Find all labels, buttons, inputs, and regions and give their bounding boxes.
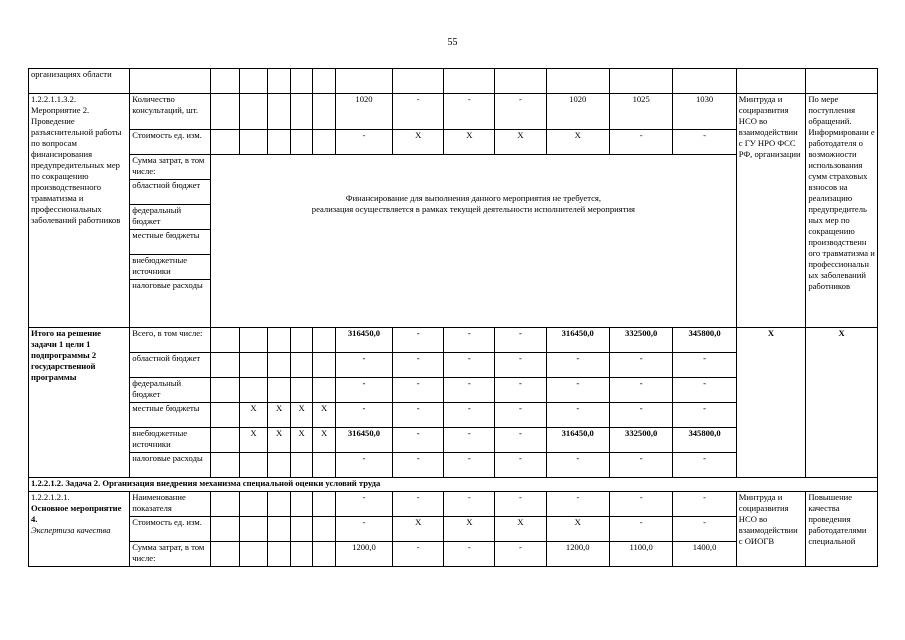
cell-value: - xyxy=(673,403,736,428)
cell-value: Х xyxy=(546,130,609,155)
cell-value: - xyxy=(393,542,444,567)
cell-mark: Х xyxy=(313,403,336,428)
cell-value: 1400,0 xyxy=(673,542,736,567)
cell-value: - xyxy=(444,428,495,453)
cell-value: Х xyxy=(495,517,546,542)
measure-4-executor: Минтруда и социразвития НСО во взаимодействии с ОИОГВ xyxy=(736,492,806,567)
cell-value: - xyxy=(444,492,495,517)
row-label: внебюджетные источники xyxy=(130,255,211,280)
row-label: Стоимость ед. изм. xyxy=(130,517,211,542)
cell-value: - xyxy=(546,403,609,428)
cell-mark xyxy=(290,353,313,378)
cell-value: - xyxy=(495,403,546,428)
cell-value: - xyxy=(495,453,546,478)
cell-value: Х xyxy=(495,130,546,155)
cell-mark: Х xyxy=(268,428,291,453)
cell-mark: Х xyxy=(239,428,268,453)
cell-value: - xyxy=(444,542,495,567)
cell-value: - xyxy=(444,378,495,403)
cell-value: - xyxy=(609,378,672,403)
cell-value: - xyxy=(673,130,736,155)
cell-value: - xyxy=(393,492,444,517)
cell-value: 1025 xyxy=(609,94,672,130)
cell-value: - xyxy=(393,353,444,378)
cell-value: 345800,0 xyxy=(673,428,736,453)
cell-value: - xyxy=(393,328,444,353)
cell-value: - xyxy=(444,94,495,130)
task-2-header-row xyxy=(29,478,878,492)
cell-value: - xyxy=(495,378,546,403)
cell-value: 316450,0 xyxy=(546,328,609,353)
measure-2-row-count xyxy=(29,94,878,130)
cell-mark xyxy=(290,328,313,353)
row-label: областной бюджет xyxy=(130,353,211,378)
financing-note-line-2: реализация осуществляется в рамках текущей деятельности исполнителей мероприятия xyxy=(311,204,636,214)
cell-value: - xyxy=(444,453,495,478)
cell-mark: Х xyxy=(313,428,336,453)
cell-value: - xyxy=(609,517,672,542)
total-result: Х xyxy=(806,328,878,478)
row-label: налоговые расходы xyxy=(130,280,211,328)
cell-value: 1020 xyxy=(335,94,392,130)
cell-value: - xyxy=(335,403,392,428)
cell-value: 1200,0 xyxy=(335,542,392,567)
cell-value: - xyxy=(609,453,672,478)
program-table xyxy=(28,68,878,567)
cell-value: - xyxy=(335,517,392,542)
measure-4-subtitle: Экспертиза качества xyxy=(31,525,111,535)
row-label: местные бюджеты xyxy=(130,230,211,255)
row-label: Стоимость ед. изм. xyxy=(130,130,211,155)
measure-4-id: 1.2.2.1.2.1. xyxy=(31,492,70,502)
cell-value: 316450,0 xyxy=(335,328,392,353)
continuation-row xyxy=(29,69,878,94)
total-row xyxy=(29,328,878,353)
cell-value: - xyxy=(495,492,546,517)
cell-value: - xyxy=(335,453,392,478)
cell-value: - xyxy=(335,378,392,403)
cell-value: - xyxy=(393,94,444,130)
cell-value: - xyxy=(546,492,609,517)
cell-mark xyxy=(239,378,268,403)
total-title: Итого на решение задачи 1 цели 1 подпрограммы 2 государственной программы xyxy=(29,328,130,478)
cell-mark xyxy=(268,453,291,478)
cell-value: 332500,0 xyxy=(609,328,672,353)
cell-mark xyxy=(313,353,336,378)
cell-mark xyxy=(239,453,268,478)
row-label: Количество консультаций, шт. xyxy=(130,94,211,130)
task-2-title: 1.2.2.1.2. Задача 2. Организация внедрения механизма специальной оценки условий труда xyxy=(29,478,878,492)
row-label: Всего, в том числе: xyxy=(130,328,211,353)
measure-4-name: Основное мероприятие 4. xyxy=(31,503,122,524)
cell-value: - xyxy=(495,328,546,353)
row-label: Сумма затрат, в том числе: xyxy=(130,542,211,567)
cell-value: Х xyxy=(444,517,495,542)
cell-mark xyxy=(313,453,336,478)
financing-note-line-1: Финансирование для выполнения данного мероприятия не требуется, xyxy=(345,193,602,203)
cell-value: - xyxy=(393,378,444,403)
cell-mark: Х xyxy=(268,403,291,428)
cell-mark xyxy=(290,378,313,403)
cell-value: - xyxy=(444,403,495,428)
cell-value: - xyxy=(546,378,609,403)
cell-value: Х xyxy=(393,517,444,542)
cell-value: - xyxy=(393,403,444,428)
cell-value: - xyxy=(393,428,444,453)
cell-value: 316450,0 xyxy=(546,428,609,453)
cell-value: - xyxy=(335,353,392,378)
cell-value: - xyxy=(393,453,444,478)
cell-value: - xyxy=(444,353,495,378)
cell-value: - xyxy=(673,453,736,478)
measure-4-row xyxy=(29,492,878,517)
cell-value: Х xyxy=(444,130,495,155)
cell-value: - xyxy=(609,492,672,517)
cell-value: 1020 xyxy=(546,94,609,130)
row-label: Наименование показателя xyxy=(130,492,211,517)
cell-value: - xyxy=(609,403,672,428)
cell-value: - xyxy=(495,542,546,567)
cell-value: - xyxy=(495,353,546,378)
cell-value: - xyxy=(444,328,495,353)
financing-note xyxy=(211,155,737,328)
cell-mark: Х xyxy=(290,428,313,453)
cell-value: - xyxy=(495,94,546,130)
cell-value: - xyxy=(546,353,609,378)
cell-value: 1100,0 xyxy=(609,542,672,567)
cell-value: 332500,0 xyxy=(609,428,672,453)
cell-mark xyxy=(268,353,291,378)
cell-mark xyxy=(239,353,268,378)
cell-value: - xyxy=(335,130,392,155)
cell-value: 345800,0 xyxy=(673,328,736,353)
cell-value: - xyxy=(673,378,736,403)
cell-mark xyxy=(313,328,336,353)
measure-4-result: Повышение качества проведения работодателями специальной xyxy=(806,492,878,567)
measure-2-executor: Минтруда и социразвития НСО во взаимодействии с ГУ НРО ФСС РФ, организации xyxy=(736,94,806,328)
cell-mark xyxy=(313,378,336,403)
row-label: федеральный бюджет xyxy=(130,378,211,403)
cell-mark: Х xyxy=(239,403,268,428)
cell-value: - xyxy=(546,453,609,478)
cell-desc: организациях области xyxy=(29,69,130,94)
cell-mark xyxy=(268,328,291,353)
page-number: 55 xyxy=(447,37,458,48)
row-label: внебюджетные источники xyxy=(130,428,211,453)
cell-value: - xyxy=(495,428,546,453)
cell-value: - xyxy=(335,492,392,517)
cell-value: - xyxy=(609,130,672,155)
cell-mark: Х xyxy=(290,403,313,428)
cell-value: - xyxy=(673,353,736,378)
cell-value: 1200,0 xyxy=(546,542,609,567)
row-label: местные бюджеты xyxy=(130,403,211,428)
cell-value: - xyxy=(673,517,736,542)
cell-value: Х xyxy=(393,130,444,155)
cell-mark xyxy=(290,453,313,478)
cell-value: Х xyxy=(546,517,609,542)
measure-2-result: По мере поступления обращений. Информировани е работодателя о возможности использования сумм страховых взносов на реализацию предупредитель ных мер по сокращению производственн ого травматизма и профессиональн ых заболеваний работников xyxy=(806,94,878,328)
cell-value: - xyxy=(673,492,736,517)
measure-2-desc: 1.2.2.1.1.3.2. Мероприятие 2. Проведение разъяснительной работы по вопросам финансирования предупредительных мер по сокращению производственного травматизма и профессиональных заболеваний работников xyxy=(29,94,130,328)
total-executor: Х xyxy=(736,328,806,478)
measure-4-desc xyxy=(29,492,130,567)
cell-mark xyxy=(239,328,268,353)
row-label: Сумма затрат, в том числе: xyxy=(130,155,211,180)
cell-value: - xyxy=(609,353,672,378)
cell-mark xyxy=(268,378,291,403)
row-label: областной бюджет xyxy=(130,180,211,205)
row-label: федеральный бюджет xyxy=(130,205,211,230)
row-label: налоговые расходы xyxy=(130,453,211,478)
cell-value: 1030 xyxy=(673,94,736,130)
cell-value: 316450,0 xyxy=(335,428,392,453)
